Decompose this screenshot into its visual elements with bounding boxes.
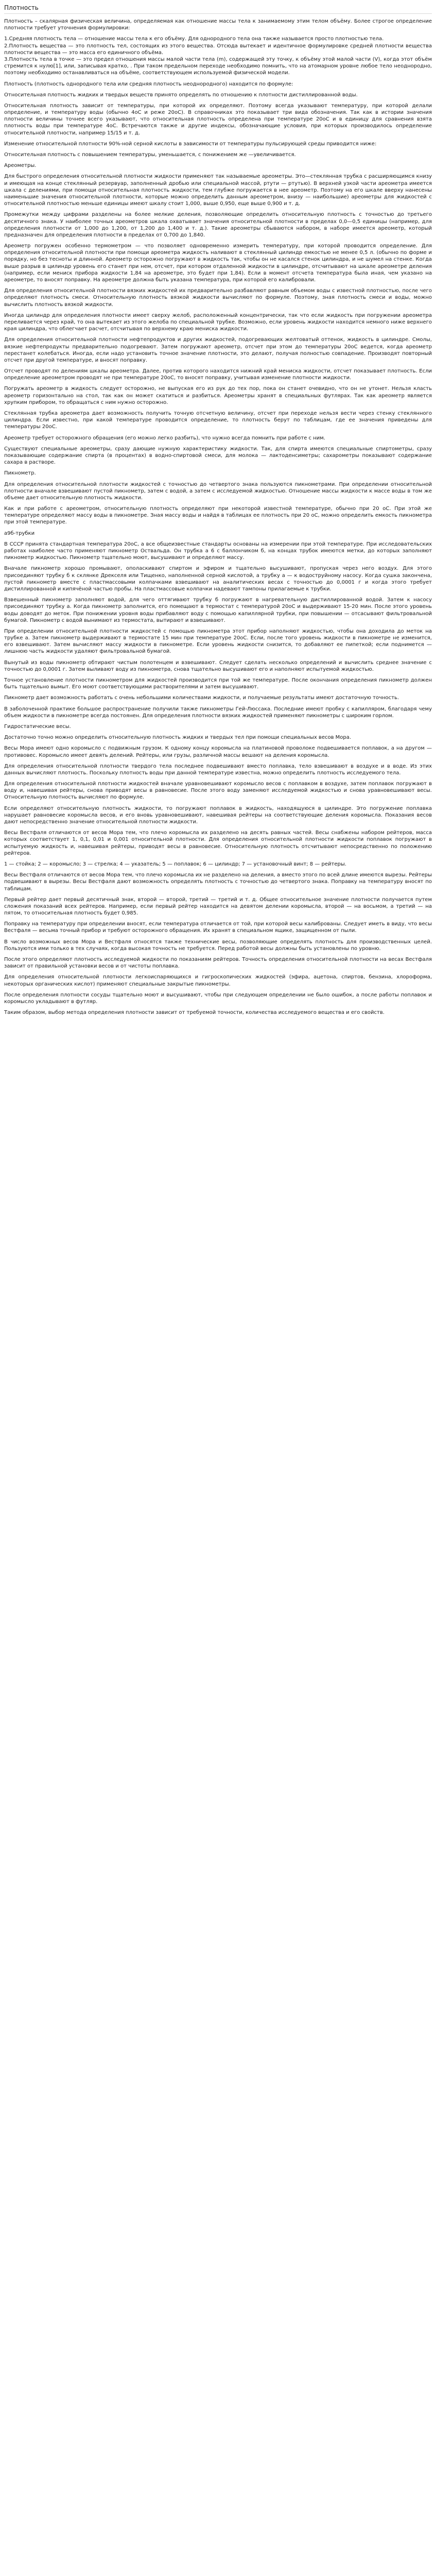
paragraph: Относительная плотность с повышением температуры, уменьшается, с понижением же —увеличивается. xyxy=(4,152,296,158)
paragraph: Вынутый из воды пикнометр обтирают чистым полотенцем и взвешивают. Следует сделать несколько определений и вычислить среднее значение с точностью до 0,0001 г. Затем выливают воду из пикнометра, снова тщательно высушивают его и наполняют испытуемой жидкостью. xyxy=(4,659,432,672)
paragraph: Относительная плотность зависит от температуры, при которой их определяют. Поэтому всегда указывают температуру, при которой делали определение, и температуру воды (обычно 4оС и реже 20оС). В справочниках это показывает три вида обозначения. Так как в истории значения плотности величины точнее всего указывают, что относительная плотность определена при температуре 20оС и в единицу для сравнения взята плотность воды при температуре 4оС. Встречаются также и другие индексы, обозначающие условия, при которых производилось определение относительной плотности, например 15/15 и т. д. xyxy=(4,103,432,136)
paragraph: Взвешенный пикнометр заполняют водой, для чего оттягивают трубку б погружают в нагревательную дистиллированной водой. Затем к насосу присоединяют трубку а. Когда пикнометр заполнится, его помещают в термостат с температурой 20оС и выдерживают 15-20 мин. После этого уровень воды доводят до меток. При понижении уровня воды прибавляют воду с помощью капиллярной трубки, при повышении — отсасывают фильтровальной бумагой. Пикнометр с водой вынимают из термостата, вытирают и взвешивают. xyxy=(4,597,432,623)
page xyxy=(0,0,436,1016)
paragraph: Как и при работе с ареометром, относительную плотность определяют при некоторой известной температуре, обычно при 20 оС. При этой же температуре определяют массу воды в пикнометре. Зная массу воды и найдя в таблицах ее плотность при 20 оС, можно определить емкость пикнометра при этой температуре. xyxy=(4,506,432,526)
paragraph: Для быстрого определения относительной плотности жидкости применяют так называемые ареометры. Это—стеклянная трубка с расширяющимся книзу и имеющая на конце стеклянный резервуар, заполненный дробью или специальной массой, ртути — ртутью). В верхней узкой части ареометра имеется шкала с делениями, при помощи относительная плотность жидкости, тем глубже погружается в нее ареометр. Поэтому на его шкале вверху нанесены наименьшие значения относительной плотности, которые можно определить данным ареометром, внизу — наибольшие) ареометры для жидкостей с относительной плотностью меньше единицы имеют шкалу стоит 1,000, выше 0,950, еще выше 0,900 и т. д. xyxy=(4,174,432,207)
paragraph: Относительная плотность жидких и твердых веществ принято определять по отношению к плотности дистиллированной воды. xyxy=(4,92,358,98)
paragraph: 1.Средняя плотность тела — отношение массы тела к его объёму. Для однородного тела она также называется просто плотностью тела. 2.Плотность вещества — это плотность тел, состоящих из этого вещества. Отсюда вытекает и идентичное формулировке средней плотности вещества плотности вещества — это масса его единичного объёма. 3.Плотность тела в точке — это предел отношения массы малой части тела (m), содержащей эту точку, к объёму этой малой части (V), когда этот объём стремится к нулю[1], или, записывая кратко, . При таком предельном переходе необходимо помнить, что на атомарном уровне любое тело неоднородно, поэтому необходимо останавливаться на объёме, соответствующем используемой физической модели. xyxy=(4,36,432,76)
paragraph: Гидростатические весы. xyxy=(4,723,71,730)
paragraph: Для определения относительной плотности жидкостей с точностью до четвертого знака пользуются пикнометрами. При определении относительной плотности вначале взвешивают пустой пикнометр, затем с водой, а затем с исследуемой жидкостью. Отношение массы жидкости к массе воды в том же объеме дает относительную плотность жидкости. xyxy=(4,481,432,501)
paragraph: Для определения относительной плотности вязких жидкостей их предварительно разбавляют равным объемом воды с известной плотностью, после чего определяют плотность смеси. Относительную плотность вязкой жидкости вычисляют по формуле. Поэтому, зная плотность смеси и воды, можно вычислить плотность вязкой жидкости. xyxy=(4,288,432,308)
paragraph: Для определения относительной плотности легкоиспаряющихся и гигроскопических жидкостей (эфира, ацетона, спиртов, бензина, хлороформа, некоторых органических кислот) применяют специальные закрытые пикнометры. xyxy=(4,974,432,987)
paragraph: Точное установление плотности пикнометром для жидкостей производится при той же температуре. После окончания определения пикнометр должен быть тщательно вымыт. Его моют соответствующими растворителями и затем высушивают. xyxy=(4,677,432,690)
paragraph: 1 — стойка; 2 — коромысло; 3 — стрелка; 4 — указатель; 5 — поплавок; 6 — цилиндр; 7 — установочный винт; 8 — рейтеры. xyxy=(4,861,346,867)
paragraph: Пикнометр. xyxy=(4,470,36,477)
paragraph: В заболоченной практике большое распространение получили также пикнометры Гей-Люссака. Последние имеют пробку с капилляром, благодаря чему объем жидкости в пикнометре всегда постоянен. Для определения плотности вязких жидкостей применяют пикнометры с широким горлом. xyxy=(4,706,432,719)
paragraph: Достаточно точно можно определить относительную плотность жидких и твердых тел при помощи специальных весов Мора. xyxy=(4,735,352,741)
paragraph: После этого определяют плотность исследуемой жидкости по показаниям рейтеров. Точность определения относительной плотности на весах Вестфаля зависит от правильной установки весов и от чистоты поплавка. xyxy=(4,957,432,970)
paragraph: Ареометр погружен особенно термометром — что позволяет одновременно измерить температуру, при которой проводится определение. Для определения относительной плотности при помощи ареометра жидкость наливают в стеклянный цилиндр емкостью не менее 0,5 л. (обычно по форме и порядку, но без тесноты и длинной. Ареометр осторожно погружают в жидкость так, чтобы он не касался стенок цилиндра, и не шумел на стенке. Когда выше разрыв в цилиндр уровень его станет при нем, отсчет, при котором отдаленной жидкости в цилиндре, отсчитывают на шкале ареометре деления (например, если мениск прибора жидкости 1,84 на ареометре, это будет при 1,84). Если в момент отсчета температура была иная, чем указано на ареометре, то вносят поправку. На ареометре должна быть указана температура, при которой его калибровали. xyxy=(4,243,432,283)
paragraph: Таким образом, выбор метода определения плотности зависит от требуемой точности, количества исследуемого вещества и его свойств. xyxy=(4,1010,385,1016)
page-title: Плотность xyxy=(4,4,432,14)
paragraph: Если определяют относительную плотность жидкости, то погружают поплавок в жидкость, находящуюся в цилиндре. Это погружение поплавка нарушает равновесие коромысла весов, и его вновь уравновешивают, навешивая рейтеры на соответствующие деления коромысла. Показания весов дают непосредственно значение относительной плотности жидкости. xyxy=(4,805,432,825)
paragraph: Промежутки между цифрами разделены на более мелкие деления, позволяющие определить относительную плотность с точностью до третьего десятичного знака. У наиболее точных ареометров шкала охватывает значения относительной плотности в пределах 0,0—0,5 единицы (например, для определения плотности от 1,000 до 1,200, от 1,200 до 1,400 и т. д.). Такие ареометры сбываются набором, в наборе имеется ареометр, который предназначен для определения плотности в пределах от 0,700 до 1,840. xyxy=(4,212,432,238)
paragraph: При определении относительной плотности жидкостей с помощью пикнометра этот прибор наполняют жидкостью, чтобы она доходила до меток на трубке а. Затем пикнометр выдерживают в термостате 15 мин при температуре 20оС. Если, после того уровень жидкости в пикнометре не изменится, его взвешивают. Затем вычисляют массу жидкости в пикнометре. Если уровень жидкости снизится, то добавляют ее пипеткой; если поднимется — лишнюю часть жидкости удаляют фильтровальной бумагой. xyxy=(4,628,432,655)
paragraph: Иногда цилиндр для определения плотности имеет сверху желоб, расположенный концентрически, так что если жидкость при погружении ареометра переливается через край, то она вытекает из этого желоба по специальной трубке. Возможно, если уровень жидкости находится немного ниже верхнего края цилиндра, что облегчает расчет, отсчитывая по верхнему краю мениска жидкости. xyxy=(4,312,432,332)
paragraph: Первый рейтер дает первый десятичный знак, второй — второй, третий — третий и т. д. Общее относительное значение плотности получается путем сложения показаний всех рейтеров. Например, если первый рейтер находится на девятом делении коромысла, второй — на восьмом, а третий — на пятом, то относительная плотность будет 0,985. xyxy=(4,896,432,917)
paragraph: Вначале пикнометр хорошо промывают, ополаскивают спиртом и эфиром и тщательно высушивают, пропуская через него воздух. Для этого присоединяют трубку б к склянке Дрекселя или Тищенко, наполненной серной кислотой, а трубку а — к водоструйному насосу. Когда сушка закончена, пустой пикнометр вместе с пластмассовыми колпачками взвешивают на аналитических весах с точностью до 0,0001 г и когда этого требует дистиллированной и кипячёной частью пробы. На пластмассовые колпачки надевают тампоны прилагаемые к трубки. xyxy=(4,566,432,592)
paragraph: Весы Мора имеют одно коромысло с подвижным грузом. К одному концу коромысла на платиновой проволоке подвешивается поплавок, а на другом — противовес. Коромысло имеет девять делений. Рейтеры, или грузы, различной массы вешают на деления коромысла. xyxy=(4,745,432,758)
paragraph: Плотность (плотность однородного тела или средняя плотность неоднородного) находится по формуле: xyxy=(4,81,293,87)
paragraph: Весы Вестфаля отличаются от весов Мора тем, что плечо коромысла их разделено на десять равных частей. Весы снабжены набором рейтеров, масса которых соответствует 1, 0,1, 0,01 и 0,001 относительной плотности. Для определения относительной плотности жидкости поплавок погружают в испытуемую жидкость и, навешивая рейтеры, приводят весы в равновесие. Относительную плотность отсчитывают непосредственно по положению рейтеров. xyxy=(4,830,432,856)
article-body xyxy=(4,18,432,1016)
paragraph: Весы Вестфаля отличаются от весов Мора тем, что плечо коромысла их не разделено на деления, а вместо этого по всей длине имеются вырезы. Рейтеры подвешивают в вырезы. Весы Вестфаля дают возможность определять плотность с точностью до четвертого знака. Поправку на температуру вносят по таблицам. xyxy=(4,872,432,892)
paragraph: Ареометры. xyxy=(4,163,37,169)
paragraph: Стеклянная трубка ареометра дает возможность получить точную отсчетную величину, отсчет при переходе нельзя вести через стенку стеклянного цилиндра. Если известно, при какой температуре проводится определение, то плотность берут по таблицам, где ее значения приведены для температуры 20оС. xyxy=(4,411,432,430)
paragraph: Ареометр требует осторожного обращения (его можно легко разбить), что нужно всегда помнить при работе с ним. xyxy=(4,435,325,441)
paragraph: Для определения относительной плотности нефтепродуктов и других жидкостей, подогревающих желтоватый оттенок, жидкость в цилиндре. Смолы, вязкие нефтепродукты предварительно подогревают. Затем погружают ареометр, отсчет при этом до температуры 20оС ведется, когда ареометр перестанет колебаться. Иногда, если надо установить точное значение плотности, это делают, получая полностью совпадение. Производят повторный отсчет при другой температуре, и вносят поправку. xyxy=(4,337,432,363)
paragraph: Плотность – скалярная физическая величина, определяемая как отношение массы тела к занимаемому этим телом объёму. Более строгое определение плотности требует уточнения формулировки: xyxy=(4,19,432,31)
paragraph: В число возможных весов Мора и Вестфаля относятся также технические весы, позволяющие определять плотность для производственных целей. Пользуются ими только в тех случаях, когда высокая точность не требуется. Перед работой весы должны быть установлены по уровню. xyxy=(4,939,432,952)
paragraph: Пикнометр дает возможность работать с очень небольшими количествами жидкости, и получаемые результаты имеют достаточную точность. xyxy=(4,695,399,701)
paragraph: Для определения относительной плотности твердого тела последнее подвешивают вместо поплавка, тело взвешивают в воздухе и в воде. Из этих данных вычисляют плотность. Поскольку плотность воды при данной температуре известна, можно определить плотность исследуемого тела. xyxy=(4,763,432,776)
paragraph: После определения плотности сосуды тщательно моют и высушивают, чтобы при следующем определении не было ошибок, а после работы поплавок и коромысло укладывают в футляр. xyxy=(4,992,432,1005)
paragraph: а9б-трубки xyxy=(4,530,35,536)
paragraph: Существуют специальные ареометры, сразу дающие нужную характеристику жидкости. Так, для спирта имеются специальные спиртометры, сразу показывающие содержание спирта (в процентах) в водно-спиртовой смеси, для молока — лактоденсиметры; сахарометры показывают содержание сахара в растворе. xyxy=(4,446,432,466)
paragraph: Поправку на температуру при определении вносят, если температура отличается от той, при которой весы калиброваны. Следует иметь в виду, что весы Вестфаля — весьма точный прибор и требуют осторожного обращения. Их хранят в специальном ящике, защищенном от пыли. xyxy=(4,921,432,934)
paragraph: Для определения относительной плотности жидкостей вначале уравновешивают коромысло весов с поплавком в воздухе, затем поплавок погружают в воду и, навешивая рейтеры, снова приводят весы в равновесие. После этого воду заменяют исследуемой жидкостью и снова уравновешивают весы. Относительную плотность вычисляют по формуле. xyxy=(4,781,432,801)
paragraph: Изменение относительной плотности 90%-ной серной кислоты в зависимости от температуры пульсирующей среды приводится ниже: xyxy=(4,141,377,147)
paragraph: Отсчет проводят по делениям шкалы ареометра. Далее, против которого находится нижний край мениска жидкости, отсчет показывает плотность. Если определение ареометром проводят не при температуре 20оС, то вносят поправку, учитывая изменение плотности жидкости. xyxy=(4,368,432,381)
paragraph: В СССР принята стандартная температура 20оС, а все общеизвестные стандарты основаны на измерении при этой температуре. При исследовательских работах наиболее часто применяют пикнометр Оствальда. Он трубка а 6 с баллончиком б, на концах трубок имеются метки, до которых заполняют пикнометр жидкостью. Пикнометр тщательно моют, высушивают и определяют массу. xyxy=(4,541,432,561)
paragraph: Погружать ареометр в жидкость следует осторожно, не выпуская его из рук до тех пор, пока он станет очевидно, что он не утонет. Нельзя класть ареометр горизонтально на стол, так как он может скатиться и разбиться. Ареометры хранят в специальных футлярах. Так как ареометр является хрупким прибором, то обращаться с ним нужно осторожно. xyxy=(4,386,432,405)
